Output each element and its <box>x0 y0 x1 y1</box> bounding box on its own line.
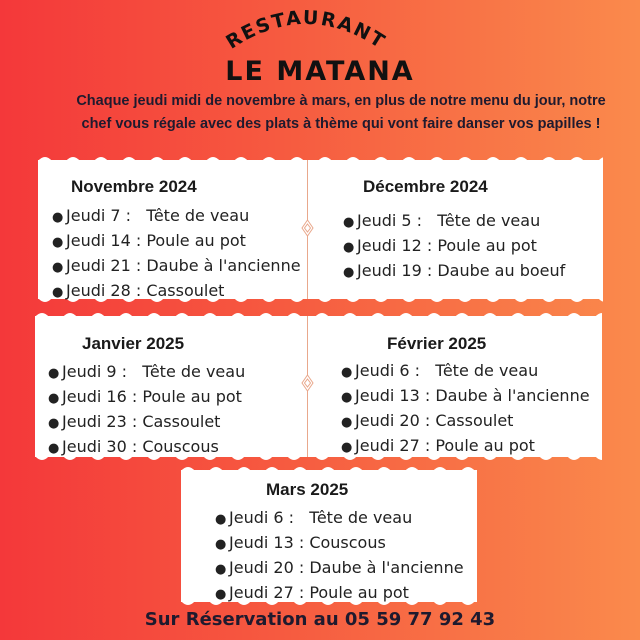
list-item <box>343 234 565 259</box>
bullet-icon: ● <box>48 366 60 381</box>
month-title-january: Janvier 2025 <box>82 334 185 353</box>
list-item <box>215 531 464 556</box>
month-title-february: Février 2025 <box>387 334 487 353</box>
restaurant-subtitle: RESTAURANT <box>222 6 390 54</box>
dish-entry: Jeudi 14 : Poule au pot <box>66 231 246 250</box>
bullet-icon: ● <box>215 512 227 527</box>
list-item <box>48 435 245 460</box>
dish-entry: Jeudi 20 : Cassoulet <box>355 411 514 430</box>
bullet-icon: ● <box>52 235 64 250</box>
month-title-march: Mars 2025 <box>266 480 349 499</box>
dish-entry: Jeudi 27 : Poule au pot <box>229 583 409 602</box>
bullet-icon: ● <box>52 260 64 275</box>
list-item <box>341 359 590 384</box>
month-title-november: Novembre 2024 <box>71 177 197 196</box>
bullet-icon: ● <box>341 440 353 455</box>
bullet-icon: ● <box>48 416 60 431</box>
diamond-ornament-icon <box>301 219 314 237</box>
dish-entry: Jeudi 5 : Tête de veau <box>357 211 541 230</box>
list-item <box>215 581 464 606</box>
list-item <box>341 409 590 434</box>
dish-entry: Jeudi 12 : Poule au pot <box>357 236 537 255</box>
dish-entry: Jeudi 6 : Tête de veau <box>355 361 539 380</box>
list-item <box>48 385 245 410</box>
list-item <box>215 506 464 531</box>
list-item <box>341 434 590 459</box>
intro-text: Chaque jeudi midi de novembre à mars, en plus de notre menu du jour, notre chef vous régale avec des plats à thème qui vont faire danser vos papilles ! <box>76 93 606 132</box>
list-item <box>52 254 301 279</box>
bullet-icon: ● <box>341 365 353 380</box>
list-item <box>48 360 245 385</box>
bullet-icon: ● <box>341 415 353 430</box>
reservation-phone: Sur Réservation au 05 59 77 92 43 <box>144 609 496 630</box>
dish-entry: Jeudi 7 : Tête de veau <box>66 206 250 225</box>
menu-card-row-2 <box>35 316 602 457</box>
dish-entry: Jeudi 16 : Poule au pot <box>62 387 242 406</box>
dish-entry: Jeudi 19 : Daube au boeuf <box>357 261 566 280</box>
list-item <box>215 556 464 581</box>
menu-card-row-1 <box>38 160 603 299</box>
wave-edge <box>181 463 477 471</box>
bullet-icon: ● <box>343 265 355 280</box>
bullet-icon: ● <box>48 391 60 406</box>
dish-entry: Jeudi 30 : Couscous <box>62 437 219 456</box>
wave-edge <box>35 309 602 317</box>
bullet-icon: ● <box>343 215 355 230</box>
bullet-icon: ● <box>215 537 227 552</box>
dish-entry: Jeudi 27 : Poule au pot <box>355 436 535 455</box>
month-list-december <box>343 209 565 284</box>
month-title-december: Décembre 2024 <box>363 177 488 196</box>
bullet-icon: ● <box>215 587 227 602</box>
bullet-icon: ● <box>341 390 353 405</box>
dish-entry: Jeudi 20 : Daube à l'ancienne <box>229 558 464 577</box>
bullet-icon: ● <box>52 210 64 225</box>
restaurant-name: LE MATANA <box>225 56 415 87</box>
month-list-march <box>215 506 464 606</box>
menu-card-row-3 <box>181 470 477 602</box>
dish-entry: Jeudi 6 : Tête de veau <box>229 508 413 527</box>
month-list-january <box>48 360 245 460</box>
month-list-november <box>52 204 301 304</box>
list-item <box>341 384 590 409</box>
dish-entry: Jeudi 21 : Daube à l'ancienne <box>66 256 301 275</box>
diamond-ornament-icon <box>301 374 314 392</box>
dish-entry: Jeudi 23 : Cassoulet <box>62 412 221 431</box>
dish-entry: Jeudi 28 : Cassoulet <box>66 281 225 300</box>
bullet-icon: ● <box>48 441 60 456</box>
list-item <box>343 259 565 284</box>
list-item <box>343 209 565 234</box>
dish-entry: Jeudi 9 : Tête de veau <box>62 362 246 381</box>
bullet-icon: ● <box>343 240 355 255</box>
list-item <box>52 279 301 304</box>
month-list-february <box>341 359 590 459</box>
bullet-icon: ● <box>52 285 64 300</box>
svg-text:RESTAURANT <box>222 7 390 54</box>
dish-entry: Jeudi 13 : Daube à l'ancienne <box>355 386 590 405</box>
bullet-icon: ● <box>215 562 227 577</box>
wave-edge <box>38 153 603 161</box>
list-item <box>52 229 301 254</box>
list-item <box>48 410 245 435</box>
dish-entry: Jeudi 13 : Couscous <box>229 533 386 552</box>
list-item <box>52 204 301 229</box>
